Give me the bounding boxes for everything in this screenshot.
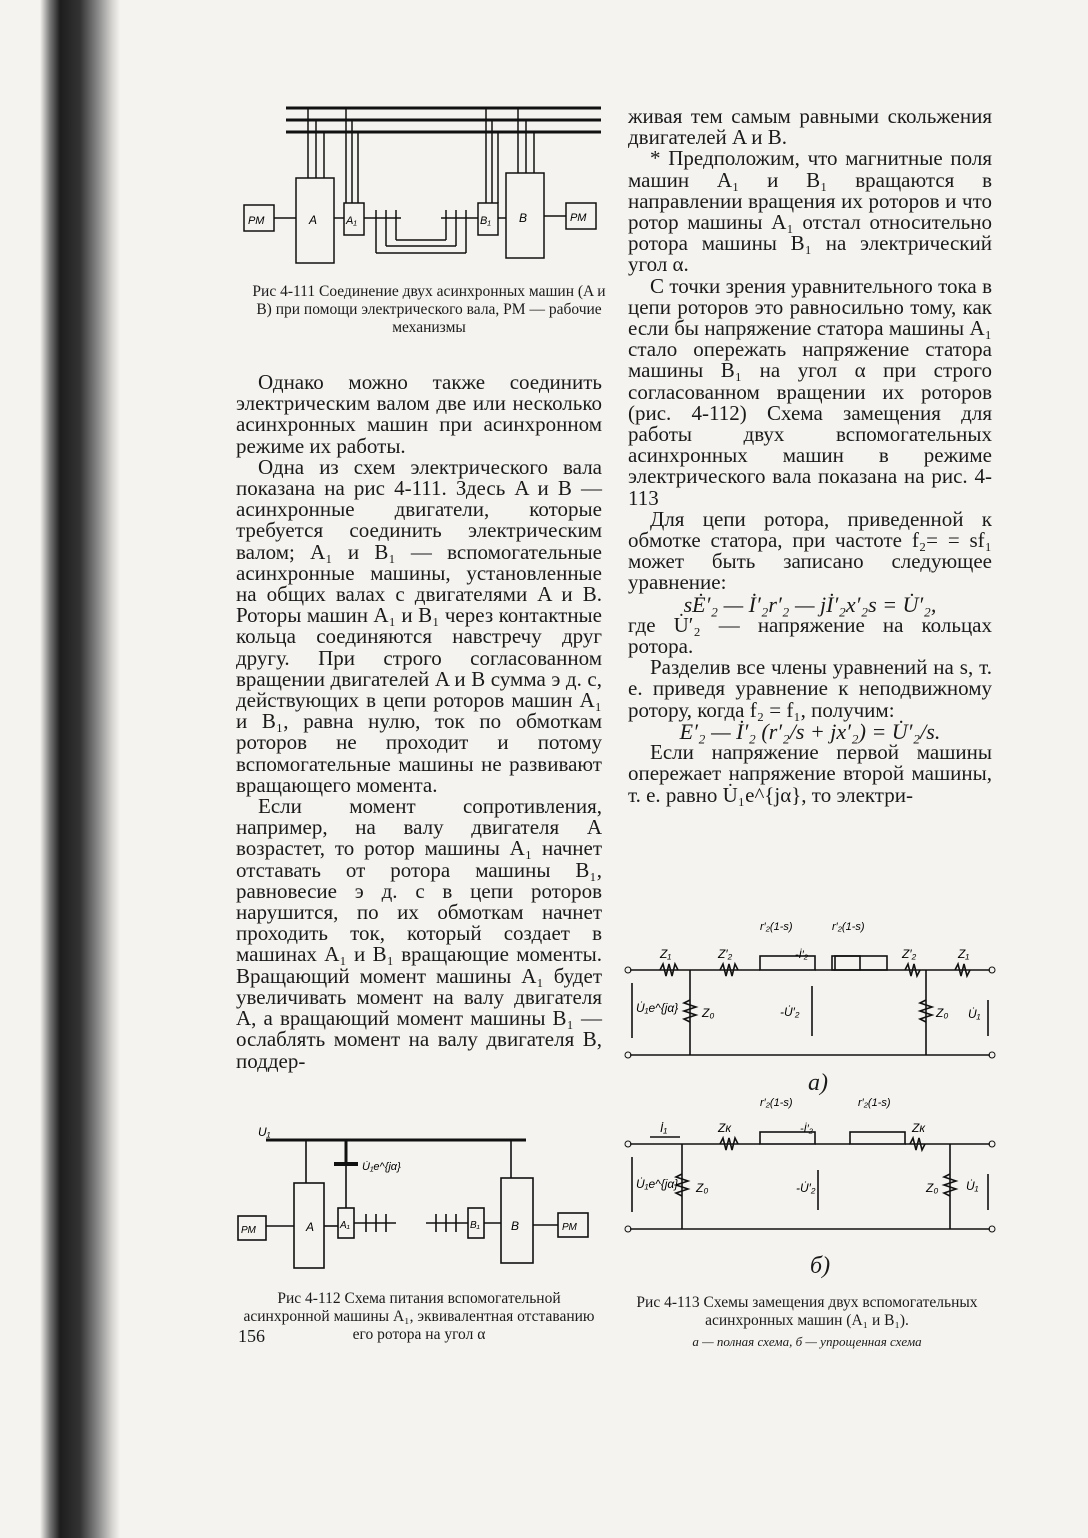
book-binding-shadow: [0, 0, 120, 1538]
figure-4-111: [236, 98, 606, 268]
svg-text:В₁: В₁: [470, 1220, 480, 1231]
svg-text:İ₁: İ₁: [660, 1121, 668, 1135]
svg-text:Z′₂: Z′₂: [902, 947, 917, 961]
svg-text:Z₀: Z₀: [926, 1181, 939, 1195]
paragraph: Для цепи ротора, приведенной к обмотке статора, при частоте f₂= = sf₁ может быть записано следующее уравнение:: [628, 506, 992, 595]
figure-4-113-caption: Рис 4-113 Схемы замещения двух вспомогательных асинхронных машин (A₁ и B₁).: [636, 1294, 978, 1329]
right-column: [628, 106, 992, 806]
svg-text:Zк: Zк: [912, 1121, 925, 1135]
svg-text:r′₂(1-s): r′₂(1-s): [760, 921, 793, 933]
svg-text:Zк: Zк: [718, 1121, 731, 1135]
svg-text:U̇₁: U̇₁: [968, 1007, 981, 1021]
page-number: 156: [238, 1326, 265, 1346]
left-column: [236, 372, 602, 1072]
svg-text:U₁: U₁: [258, 1125, 271, 1139]
paragraph: Если момент сопротивления, например, на валу двигателя A возрастет, то ротор машины A₁ начнет отставать от ротора машины B₁, равновесие э д. с в цепи роторов нарушится, по их обмоткам начнет проходить ток, который создает в машинах A₁ и B₁ вращающие моменты. Вращающий момент машины A₁ будет увеличивать момент на валу двигателя A, а вращающий момент машины B₁ — ослаблять момент на валу двигателя B, поддер-: [236, 794, 602, 1073]
svg-text:В₁: В₁: [480, 215, 491, 227]
paragraph: * Предположим, что магнитные поля машин A₁ и B₁ вращаются в направлении вращения их роторов и что ротор машины A₁ отстал относительно ротора машины B₁ на электрический угол α.: [628, 146, 992, 277]
svg-text:r′₂(1-s): r′₂(1-s): [858, 1097, 891, 1109]
svg-text:А: А: [309, 213, 318, 227]
svg-text:r′₂(1-s): r′₂(1-s): [832, 921, 865, 933]
svg-text:-U̇′₂: -U̇′₂: [780, 1005, 800, 1019]
figure-4-112-caption: Рис 4-112 Схема питания вспомогательной асинхронной машины A₁, эквивалентная отставанию его ротора на угол α: [243, 1290, 595, 1343]
paragraph: Одна из схем электрического вала показана на рис 4-111. Здесь A и B — асинхронные двигатели, которые требуется соединить электрическим валом; A₁ и B₁ — вспомогательные асинхронные машины, установленные на общих валах с двигателями A и B. Роторы машин A₁ и B₁ через контактные кольца соединяются навстречу друг другу. При строго согласованном вращении двигателей A и B сумма э д. с, действующих в цепи роторов машин A₁ и B₁, равна нулю, ток по обмоткам роторов не проходит и потому вспомогательные машины не развивают вращающего момента.: [236, 454, 602, 797]
paragraph: Если напряжение первой машины опережает напряжение второй машины, т. е. равно U̇₁e^{jα}, то электри-: [628, 740, 992, 807]
svg-text:РМ: РМ: [570, 212, 587, 224]
svg-text:U̇₁e^{jα}: U̇₁e^{jα}: [636, 1177, 679, 1191]
svg-text:-U̇′₂: -U̇′₂: [796, 1181, 816, 1195]
svg-text:U̇₁: U̇₁: [966, 1179, 979, 1193]
svg-text:-İ′₂: -İ′₂: [800, 1123, 813, 1135]
figure-4-113b-label: б): [810, 1253, 831, 1279]
figure-4-113b: [620, 1092, 1000, 1242]
paragraph: Однако можно также соединить электрическим валом две или несколько асинхронных машин при асинхронном режиме их работы.: [236, 370, 602, 458]
svg-text:В: В: [519, 211, 528, 225]
equation-2: E′₂ — İ′₂ (r′₂/s + jx′₂) = U̇′₂/s.: [679, 718, 941, 744]
svg-text:А: А: [306, 1220, 315, 1234]
svg-text:Z₀: Z₀: [696, 1181, 709, 1195]
svg-text:РМ: РМ: [562, 1222, 577, 1233]
figure-4-113a: [620, 918, 1000, 1068]
svg-text:Z′₂: Z′₂: [718, 947, 733, 961]
paragraph: живая тем самым равными скольжения двигателей A и B.: [628, 104, 992, 150]
svg-text:В: В: [511, 1219, 520, 1233]
svg-text:r′₂(1-s): r′₂(1-s): [760, 1097, 793, 1109]
svg-text:Z₀: Z₀: [936, 1006, 949, 1020]
svg-text:Z₁: Z₁: [958, 947, 970, 961]
paragraph: где U̇′₂ — напряжение на кольцах ротора.: [628, 612, 992, 659]
svg-text:РМ: РМ: [248, 215, 265, 227]
figure-4-113-subcaption: а — полная схема, б — упрощенная схема: [692, 1334, 922, 1349]
svg-text:-İ′₂: -İ′₂: [795, 949, 808, 961]
svg-text:РМ: РМ: [241, 1225, 256, 1236]
figure-4-113a-label: а): [808, 1070, 828, 1096]
paragraph: С точки зрения уравнительного тока в цепи роторов это равносильно тому, как если бы напряжение статора машины A₁ стало опережать напряжение статора машины B₁ на угол α при строго согласованном вращении их роторов (рис. 4-112) Схема замещения для работы двух вспомогательных асинхронных машин в режиме электрического вала показана на рис. 4-113: [628, 273, 992, 510]
figure-4-112: [236, 1125, 596, 1278]
svg-text:U̇₁e^{jα}: U̇₁e^{jα}: [636, 1001, 679, 1015]
paragraph: Разделив все члены уравнений на s, т. е. приведя уравнение к неподвижному ротору, когда f₂ = f₁, получим:: [628, 655, 992, 722]
svg-text:А₁: А₁: [346, 215, 357, 227]
svg-text:Z₁: Z₁: [660, 947, 672, 961]
svg-text:А₁: А₁: [340, 1220, 350, 1231]
equation-1: sĖ′₂ — İ′₂r′₂ — jİ′₂x′₂s = U̇′₂,: [683, 591, 937, 617]
svg-text:Z₀: Z₀: [702, 1006, 715, 1020]
svg-text:U̇₁e^{jα}: U̇₁e^{jα}: [362, 1161, 401, 1173]
figure-4-111-caption: Рис 4-111 Соединение двух асинхронных машин (A и B) при помощи электрического вала, РМ — рабочие механизмы: [252, 283, 606, 336]
